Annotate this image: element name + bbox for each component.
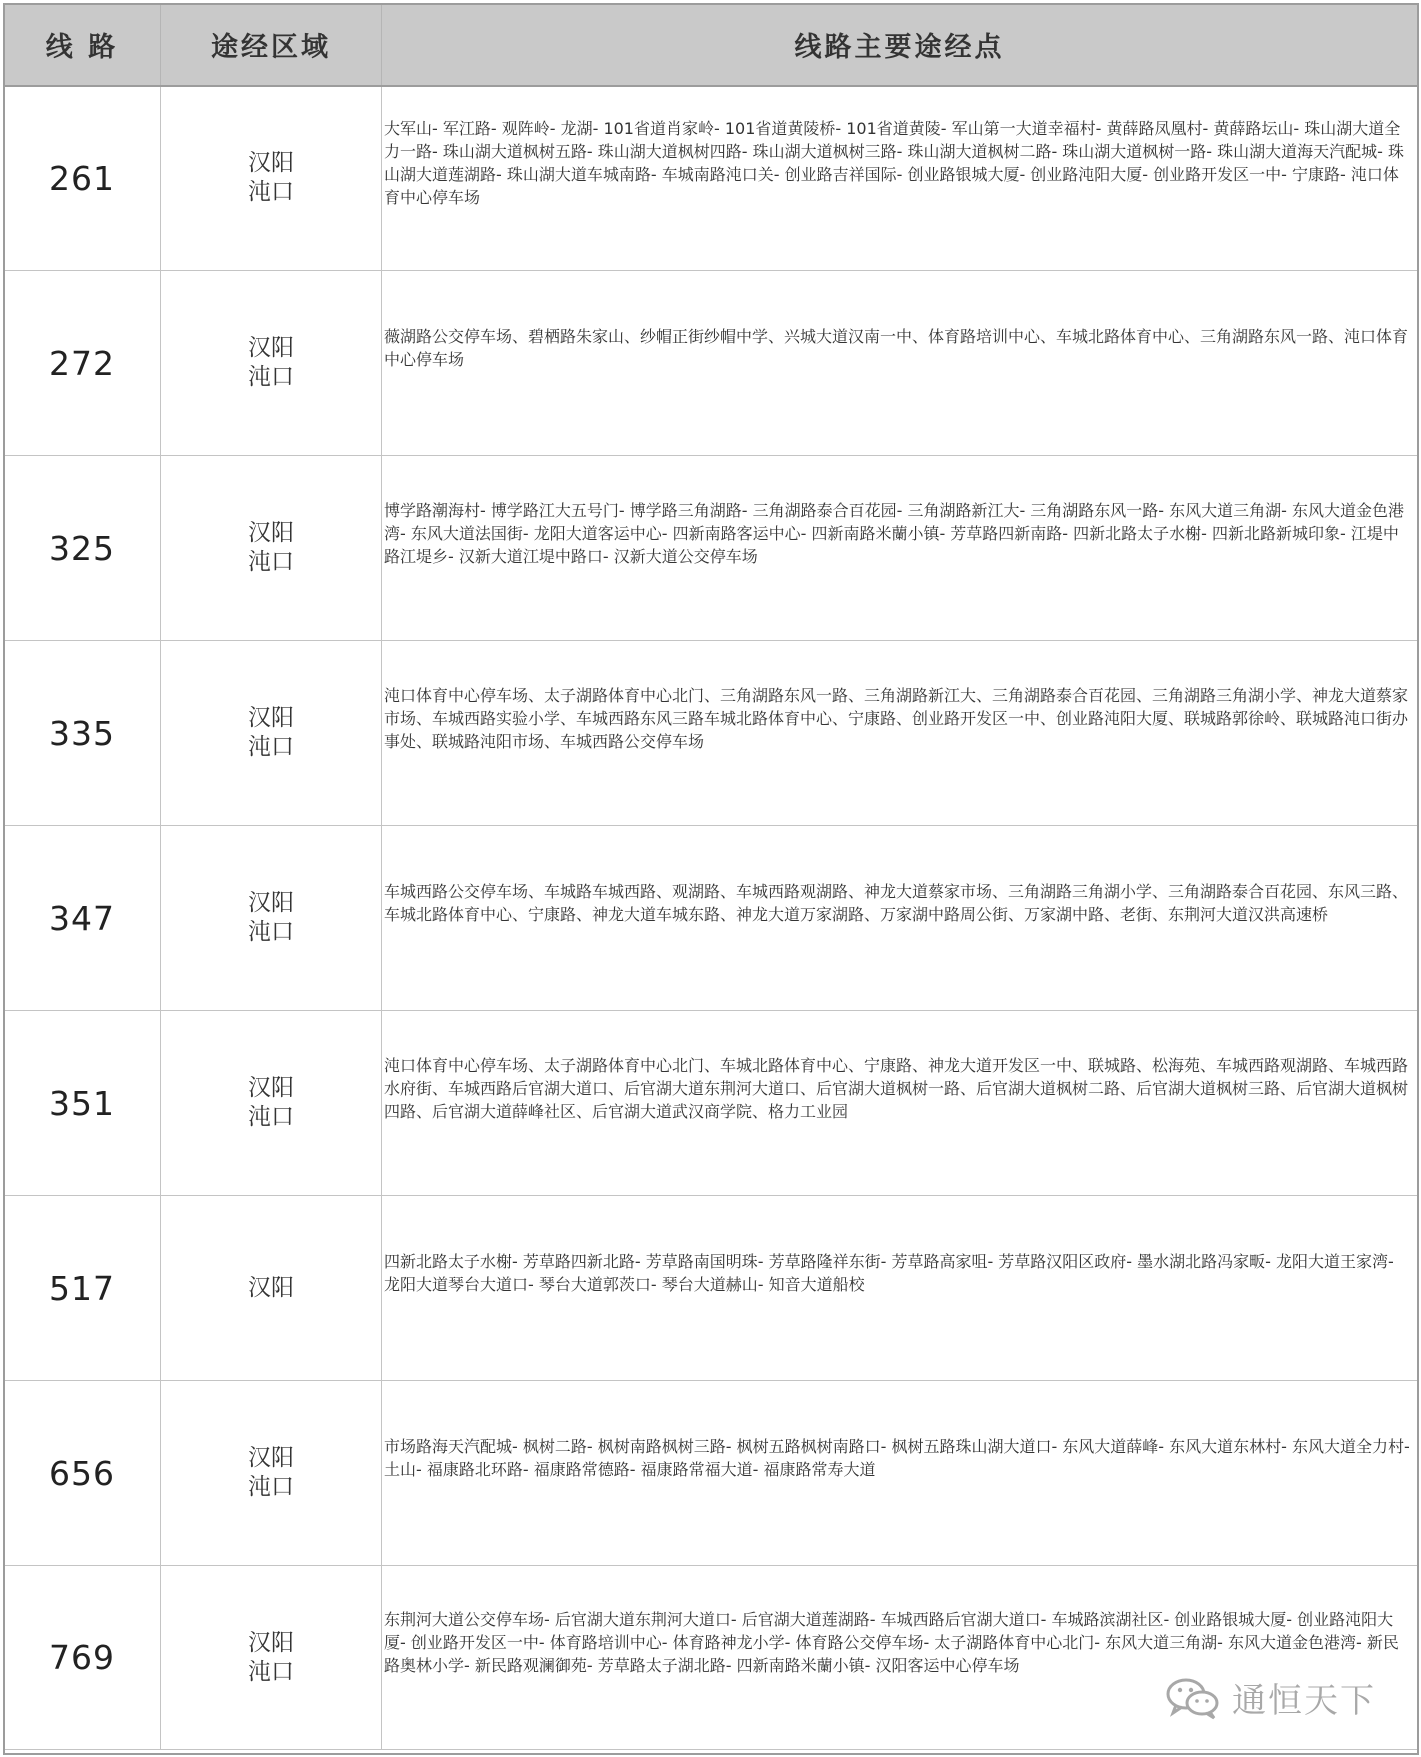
header-area: 途经区域 [161,4,382,86]
area-name: 汉阳 [248,335,294,361]
route-area [161,86,382,271]
route-area [161,456,382,641]
header-route: 线 路 [4,4,161,86]
area-name: 沌口 [248,734,294,760]
route-stops: 市场路海天汽配城- 枫树二路- 枫树南路枫树三路- 枫树五路枫树南路口- 枫树五路珠山湖大道口- 东风大道薛峰- 东风大道东林村- 东风大道全力村- 土山- 福康路北环路- 福康路常德路- 福康路常福大道- 福康路常寿大道 [382,1381,1418,1566]
route-stops: 东荆河大道公交停车场- 后官湖大道东荆河大道口- 后官湖大道莲湖路- 车城西路后官湖大道口- 车城路滨湖社区- 创业路银城大厦- 创业路沌阳大厦- 创业路开发区一中- 体育路培训中心- 体育路神龙小学- 体育路公交停车场- 太子湖路体育中心北门- 东风大道三角湖- 东风大道金色港湾- 新民路奥林小学- 新民路观澜御苑- 芳草路太子湖北路- 四新南路米蘭小镇- 汉阳客运中心停车场 [382,1566,1418,1750]
route-area [161,1011,382,1196]
area-name: 沌口 [248,1658,294,1685]
route-stops: 沌口体育中心停车场、太子湖路体育中心北门、三角湖路东风一路、三角湖路新江大、三角湖路泰合百花园、三角湖路三角湖小学、神龙大道蔡家市场、车城西路实验小学、车城西路东风三路车城北路体育中心、宁康路、创业路开发区一中、创业路沌阳大厦、联城路郭徐岭、联城路沌口街办事处、联城路沌阳市场、车城西路公交停车场 [382,641,1418,826]
route-area [161,1196,382,1381]
route-number: 325 [4,456,161,641]
area-name: 沌口 [248,919,294,945]
table-row [4,86,1418,271]
header-stops: 线路主要途经点 [382,4,1418,86]
route-number: 351 [4,1011,161,1196]
area-name: 汉阳 [248,520,294,546]
area-name: 沌口 [248,1104,294,1130]
area-name: 沌口 [248,549,294,575]
route-area [161,641,382,826]
route-area [161,1381,382,1566]
route-number: 335 [4,641,161,826]
route-number: 656 [4,1381,161,1566]
area-name: 汉阳 [248,150,294,177]
route-number: 769 [4,1566,161,1750]
area-name: 沌口 [248,364,294,390]
watermark [1164,1673,1376,1722]
table-row [4,1196,1418,1381]
wechat-icon [1164,1676,1224,1720]
table-row [4,271,1418,456]
area-name: 沌口 [248,179,294,206]
table-row [4,641,1418,826]
table-row [4,826,1418,1011]
route-area [161,826,382,1011]
area-name: 汉阳 [248,1629,294,1656]
area-name: 汉阳 [248,890,294,916]
route-stops: 车城西路公交停车场、车城路车城西路、观湖路、车城西路观湖路、神龙大道蔡家市场、三角湖路三角湖小学、三角湖路泰合百花园、东风三路、车城北路体育中心、宁康路、神龙大道车城东路、神龙大道万家湖路、万家湖中路周公街、万家湖中路、老街、东荆河大道汉洪高速桥 [382,826,1418,1011]
bus-route-table [3,3,1418,1750]
route-area [161,1566,382,1750]
table-header-row [4,4,1418,86]
route-number: 347 [4,826,161,1011]
route-stops: 沌口体育中心停车场、太子湖路体育中心北门、车城北路体育中心、宁康路、神龙大道开发区一中、联城路、松海苑、车城西路观湖路、车城西路水府街、车城西路后官湖大道口、后官湖大道东荆河大道口、后官湖大道枫树一路、后官湖大道枫树二路、后官湖大道枫树三路、后官湖大道枫树四路、后官湖大道薛峰社区、后官湖大道武汉商学院、格力工业园 [382,1011,1418,1196]
table-row [4,456,1418,641]
area-name: 汉阳 [248,1445,294,1471]
route-stops: 薇湖路公交停车场、碧栖路朱家山、纱帽正街纱帽中学、兴城大道汉南一中、体育路培训中心、车城北路体育中心、三角湖路东风一路、沌口体育中心停车场 [382,271,1418,456]
route-stops: 大军山- 军江路- 观阵岭- 龙湖- 101省道肖家岭- 101省道黄陵桥- 101省道黄陵- 军山第一大道幸福村- 黄薛路凤凰村- 黄薛路坛山- 珠山湖大道全力一路- 珠山湖大道枫树五路- 珠山湖大道枫树四路- 珠山湖大道枫树三路- 珠山湖大道枫树二路- 珠山湖大道枫树一路- 珠山湖大道海天汽配城- 珠山湖大道莲湖路- 珠山湖大道车城南路- 车城南路沌口关- 创业路吉祥国际- 创业路银城大厦- 创业路沌阳大厦- 创业路开发区一中- 宁康路- 沌口体育中心停车场 [382,86,1418,271]
table-row [4,1381,1418,1566]
route-area [161,271,382,456]
route-number: 261 [4,86,161,271]
route-stops: 博学路潮海村- 博学路江大五号门- 博学路三角湖路- 三角湖路泰合百花园- 三角湖路新江大- 三角湖路东风一路- 东风大道三角湖- 东风大道金色港湾- 东风大道法国街- 龙阳大道客运中心- 四新南路客运中心- 四新南路米蘭小镇- 芳草路四新南路- 四新北路太子水榭- 四新北路新城印象- 江堤中路江堤乡- 汉新大道江堤中路口- 汉新大道公交停车场 [382,456,1418,641]
route-number: 272 [4,271,161,456]
area-name: 汉阳 [248,1274,294,1301]
area-name: 汉阳 [248,705,294,731]
watermark-text: 通恒天下 [1232,1681,1376,1721]
route-number: 517 [4,1196,161,1381]
area-name: 沌口 [248,1474,294,1500]
route-table-container [3,3,1417,1753]
route-stops: 四新北路太子水榭- 芳草路四新北路- 芳草路南国明珠- 芳草路隆祥东街- 芳草路高家咀- 芳草路汉阳区政府- 墨水湖北路冯家畈- 龙阳大道王家湾- 龙阳大道琴台大道口- 琴台大道郭茨口- 琴台大道赫山- 知音大道船校 [382,1196,1418,1381]
table-row [4,1011,1418,1196]
area-name: 汉阳 [248,1075,294,1101]
